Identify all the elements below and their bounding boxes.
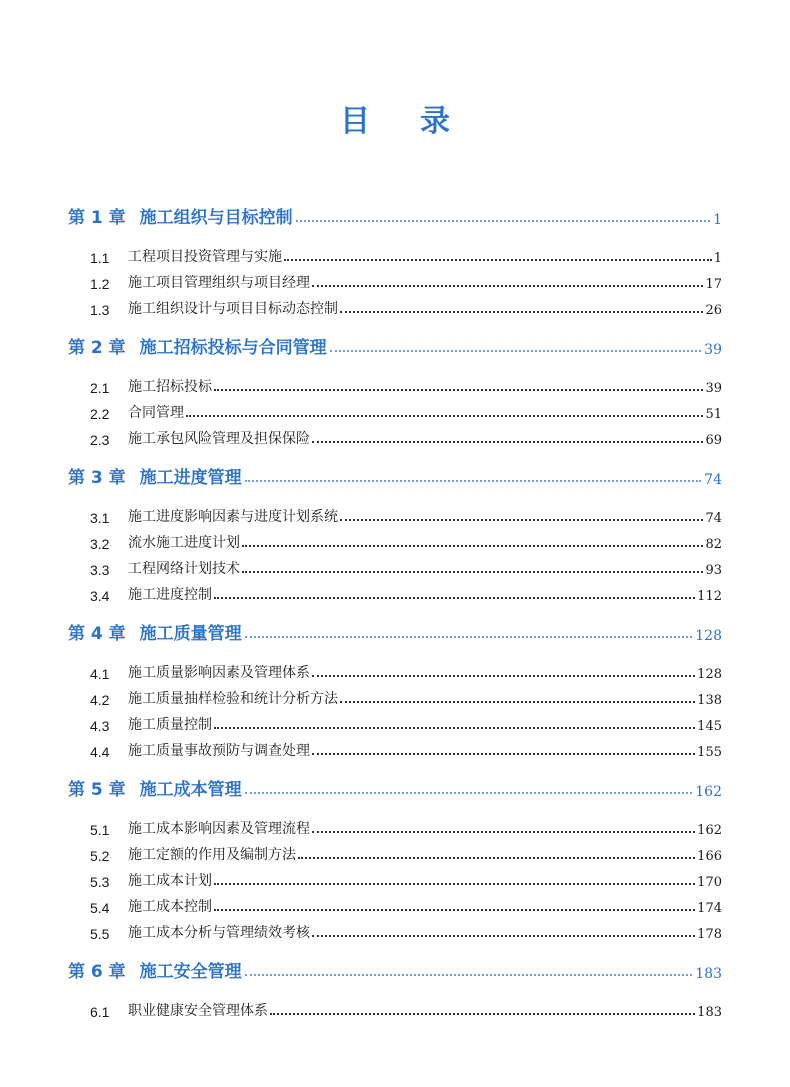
section-entry[interactable] — [68, 526, 722, 552]
section-entry[interactable] — [68, 734, 722, 760]
chapter-entry[interactable] — [68, 954, 722, 982]
chapter-title: 施工进度管理 — [139, 468, 242, 488]
section-title: 施工质量抽样检验和统计分析方法 — [128, 691, 338, 707]
section-entry[interactable] — [68, 266, 722, 292]
section-entry[interactable] — [68, 396, 722, 422]
section-page-number: 174 — [697, 901, 722, 916]
dot-leader — [312, 441, 703, 443]
section-title: 施工质量事故预防与调查处理 — [128, 743, 310, 759]
section-number: 1.3 — [90, 302, 110, 318]
dot-leader — [245, 480, 702, 482]
section-title: 施工进度影响因素与进度计划系统 — [128, 509, 338, 525]
section-entry[interactable] — [68, 578, 722, 604]
section-number: 4.3 — [90, 718, 110, 734]
section-title: 合同管理 — [128, 405, 184, 421]
dot-leader — [340, 701, 695, 703]
section-page-number: 128 — [697, 667, 722, 682]
dot-leader — [284, 259, 712, 261]
section-title: 工程项目投资管理与实施 — [128, 249, 282, 265]
chapter-entry[interactable] — [68, 200, 722, 228]
section-title: 施工组织设计与项目目标动态控制 — [128, 301, 338, 317]
dot-leader — [214, 727, 695, 729]
chapter-number: 第 6 章 — [68, 962, 126, 982]
section-page-number: 155 — [697, 745, 722, 760]
section-number: 5.1 — [90, 822, 110, 838]
chapter-page-number: 39 — [704, 342, 722, 358]
section-title: 施工质量影响因素及管理体系 — [128, 665, 310, 681]
section-number: 3.2 — [90, 536, 110, 552]
section-entry[interactable] — [68, 500, 722, 526]
section-number: 5.2 — [90, 848, 110, 864]
section-number: 4.2 — [90, 692, 110, 708]
dot-leader — [330, 350, 702, 352]
section-number: 2.3 — [90, 432, 110, 448]
section-entry[interactable] — [68, 682, 722, 708]
chapter-number: 第 1 章 — [68, 208, 126, 228]
chapter-title: 施工招标投标与合同管理 — [139, 338, 327, 358]
dot-leader — [245, 974, 693, 976]
section-title: 职业健康安全管理体系 — [128, 1003, 268, 1019]
section-entry[interactable] — [68, 812, 722, 838]
section-page-number: 166 — [697, 849, 722, 864]
dot-leader — [242, 545, 703, 547]
chapter-entry[interactable] — [68, 460, 722, 488]
section-number: 3.1 — [90, 510, 110, 526]
section-entry[interactable] — [68, 994, 722, 1020]
dot-leader — [340, 519, 703, 521]
section-page-number: 82 — [705, 537, 722, 552]
chapter-number: 第 2 章 — [68, 338, 126, 358]
chapter-page-number: 183 — [695, 966, 722, 982]
section-title: 施工项目管理组织与项目经理 — [128, 275, 310, 291]
section-page-number: 145 — [697, 719, 722, 734]
chapter-title: 施工安全管理 — [139, 962, 242, 982]
section-number: 1.2 — [90, 276, 110, 292]
section-entry[interactable] — [68, 838, 722, 864]
section-number: 4.4 — [90, 744, 110, 760]
section-page-number: 17 — [705, 277, 722, 292]
chapter-title: 施工组织与目标控制 — [139, 208, 293, 228]
dot-leader — [312, 831, 695, 833]
dot-leader — [245, 792, 693, 794]
section-entry[interactable] — [68, 240, 722, 266]
section-entry[interactable] — [68, 916, 722, 942]
section-number: 3.3 — [90, 562, 110, 578]
section-entry[interactable] — [68, 292, 722, 318]
chapter-page-number: 162 — [695, 784, 722, 800]
table-of-contents — [68, 200, 722, 1020]
section-page-number: 170 — [697, 875, 722, 890]
section-page-number: 138 — [697, 693, 722, 708]
dot-leader — [312, 753, 695, 755]
dot-leader — [312, 285, 703, 287]
section-entry[interactable] — [68, 890, 722, 916]
section-title: 流水施工进度计划 — [128, 535, 240, 551]
section-number: 1.1 — [90, 250, 110, 266]
dot-leader — [298, 857, 695, 859]
section-page-number: 112 — [697, 589, 722, 604]
dot-leader — [340, 311, 703, 313]
section-title: 施工进度控制 — [128, 587, 212, 603]
chapter-entry[interactable] — [68, 330, 722, 358]
section-number: 2.2 — [90, 406, 110, 422]
chapter-number: 第 3 章 — [68, 468, 126, 488]
section-number: 5.5 — [90, 926, 110, 942]
dot-leader — [214, 389, 703, 391]
chapter-number: 第 5 章 — [68, 780, 126, 800]
section-entry[interactable] — [68, 656, 722, 682]
section-number: 2.1 — [90, 380, 110, 396]
section-entry[interactable] — [68, 370, 722, 396]
section-title: 施工成本计划 — [128, 873, 212, 889]
dot-leader — [214, 597, 695, 599]
dot-leader — [214, 909, 695, 911]
section-page-number: 39 — [705, 381, 722, 396]
dot-leader — [312, 675, 695, 677]
chapter-page-number: 1 — [713, 212, 722, 228]
dot-leader — [186, 415, 703, 417]
section-title: 施工成本控制 — [128, 899, 212, 915]
dot-leader — [270, 1013, 695, 1015]
section-title: 施工招标投标 — [128, 379, 212, 395]
chapter-title: 施工质量管理 — [139, 624, 242, 644]
chapter-entry[interactable] — [68, 616, 722, 644]
dot-leader — [245, 636, 693, 638]
section-title: 施工承包风险管理及担保保险 — [128, 431, 310, 447]
chapter-number: 第 4 章 — [68, 624, 126, 644]
section-number: 6.1 — [90, 1004, 110, 1020]
section-page-number: 93 — [705, 563, 722, 578]
section-title: 施工成本影响因素及管理流程 — [128, 821, 310, 837]
section-title: 施工定额的作用及编制方法 — [128, 847, 296, 863]
section-page-number: 69 — [705, 433, 722, 448]
section-number: 3.4 — [90, 588, 110, 604]
dot-leader — [296, 220, 710, 222]
section-page-number: 178 — [697, 927, 722, 942]
section-page-number: 74 — [705, 511, 722, 526]
section-entry[interactable] — [68, 552, 722, 578]
section-entry[interactable] — [68, 708, 722, 734]
section-title: 工程网络计划技术 — [128, 561, 240, 577]
chapter-title: 施工成本管理 — [139, 780, 242, 800]
section-page-number: 162 — [697, 823, 722, 838]
dot-leader — [242, 571, 703, 573]
section-page-number: 51 — [705, 407, 722, 422]
section-title: 施工成本分析与管理绩效考核 — [128, 925, 310, 941]
section-entry[interactable] — [68, 422, 722, 448]
section-page-number: 183 — [697, 1005, 722, 1020]
section-number: 4.1 — [90, 666, 110, 682]
section-page-number: 26 — [705, 303, 722, 318]
section-number: 5.3 — [90, 874, 110, 890]
chapter-entry[interactable] — [68, 772, 722, 800]
chapter-page-number: 128 — [695, 628, 722, 644]
section-entry[interactable] — [68, 864, 722, 890]
section-number: 5.4 — [90, 900, 110, 916]
dot-leader — [312, 935, 695, 937]
section-page-number: 1 — [713, 251, 722, 266]
chapter-page-number: 74 — [704, 472, 722, 488]
page-title: 目录 — [340, 104, 500, 139]
dot-leader — [214, 883, 695, 885]
section-title: 施工质量控制 — [128, 717, 212, 733]
